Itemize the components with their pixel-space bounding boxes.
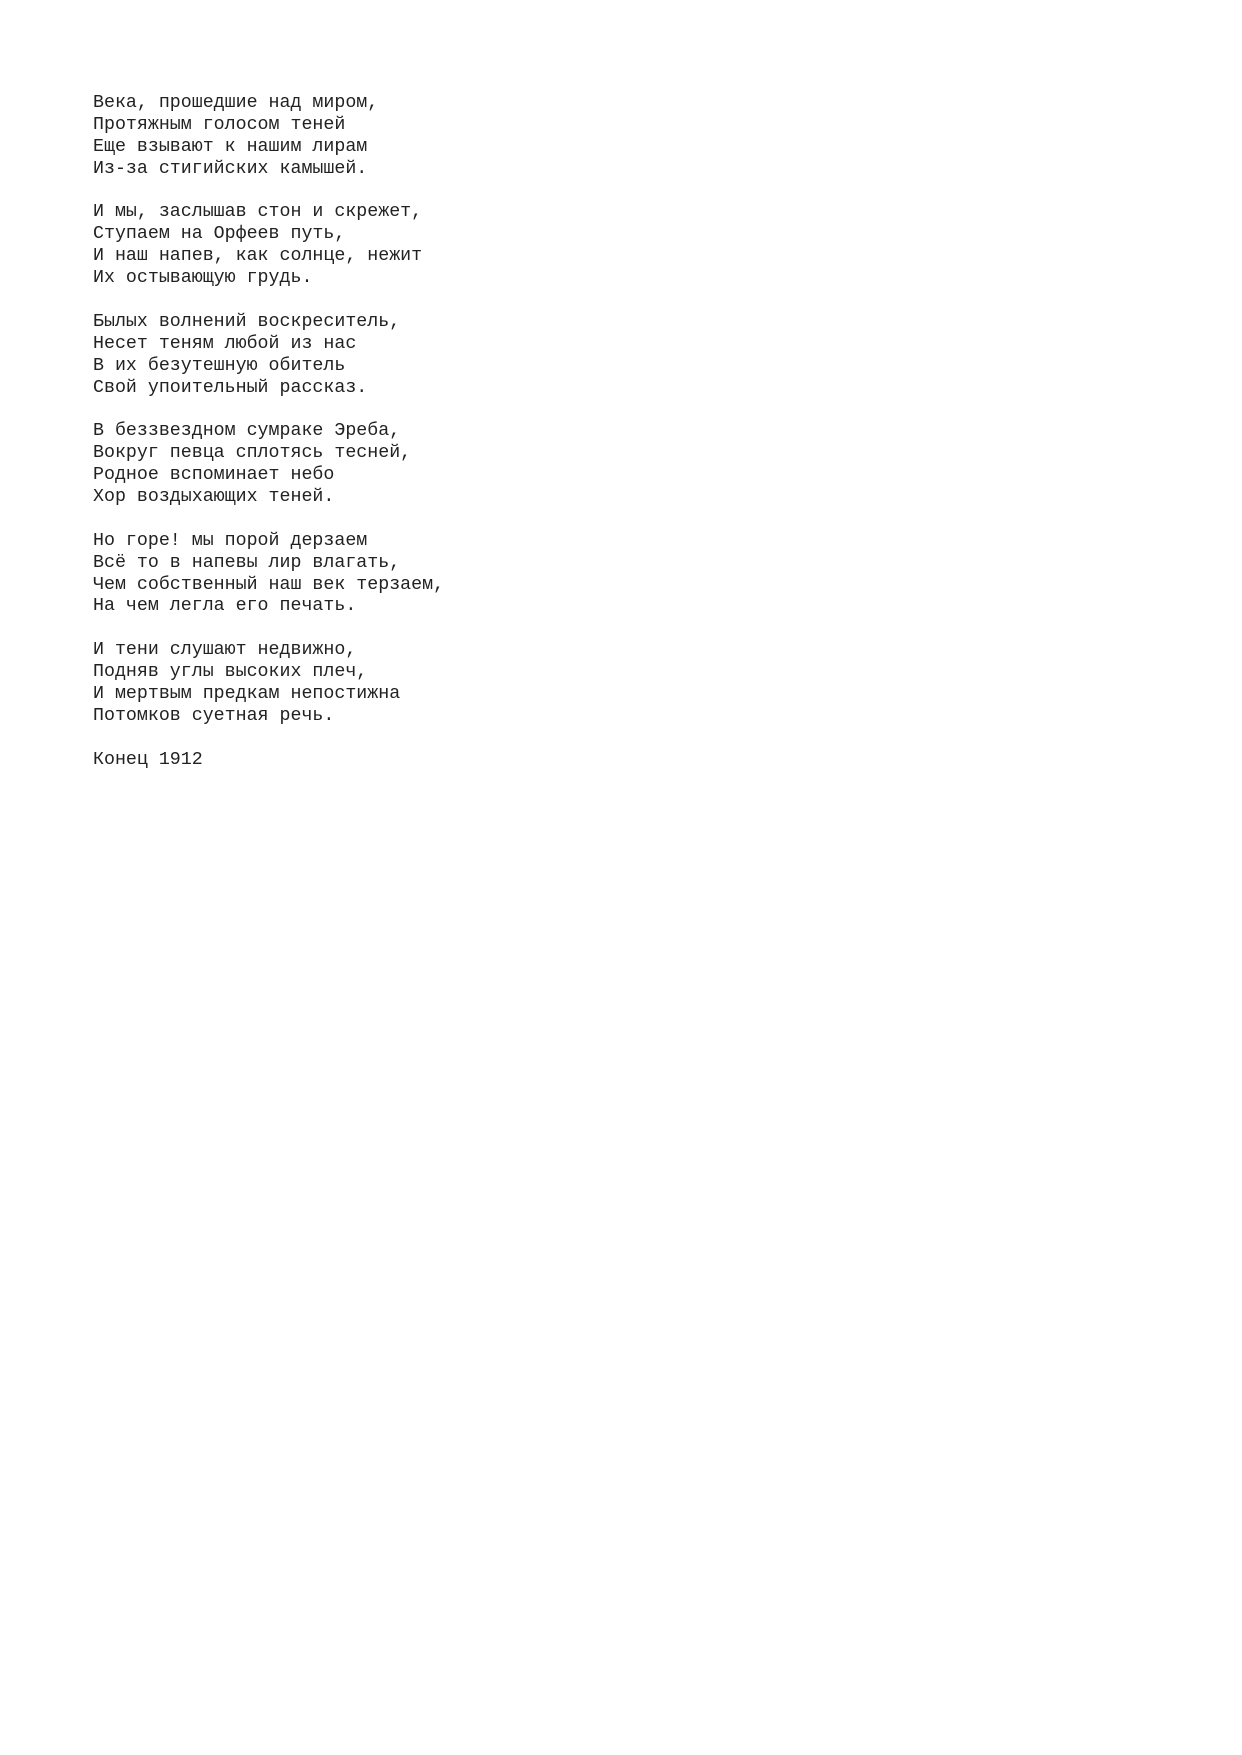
poem-page [93,93,1193,772]
stanza-6 [93,640,1193,728]
poem-line: Еще взывают к нашим лирам [93,136,368,157]
stanza-4 [93,421,1193,509]
poem-line: И мертвым предкам непостижна [93,684,401,705]
poem-date: Конец 1912 [93,749,203,770]
poem-line: В их безутешную обитель [93,355,346,376]
poem-line: Ступаем на Орфеев путь, [93,224,346,245]
poem-line: Вокруг певца сплотясь тесней, [93,443,412,464]
poem-line: На чем легла его печать. [93,596,357,617]
poem-line: Свой упоительный рассказ. [93,377,368,398]
stanza-3 [93,312,1193,400]
stanza-1 [93,93,1193,181]
poem-line: Подняв углы высоких плеч, [93,662,368,683]
poem-line: Несет теням любой из нас [93,333,357,354]
poem-line: Но горе! мы порой дерзаем [93,530,368,551]
poem-line: И наш напев, как солнце, нежит [93,246,423,267]
poem-line: Всё то в напевы лир влагать, [93,552,401,573]
poem-line: Из-за стигийских камышей. [93,158,368,179]
stanza-5 [93,531,1193,619]
poem-line: Их остывающую грудь. [93,268,313,289]
stanza-2 [93,202,1193,290]
poem-line: И тени слушают недвижно, [93,640,357,661]
poem-line: В беззвездном сумраке Эреба, [93,421,401,442]
poem-line: Хор воздыхающих теней. [93,487,335,508]
poem-line: Потомков суетная речь. [93,705,335,726]
poem-line: Былых волнений воскреситель, [93,311,401,332]
poem-line: Протяжным голосом теней [93,114,346,135]
poem-line: И мы, заслышав стон и скрежет, [93,202,423,223]
poem-line: Чем собственный наш век терзаем, [93,574,445,595]
poem-line: Века, прошедшие над миром, [93,93,379,113]
poem-line: Родное вспоминает небо [93,465,335,486]
